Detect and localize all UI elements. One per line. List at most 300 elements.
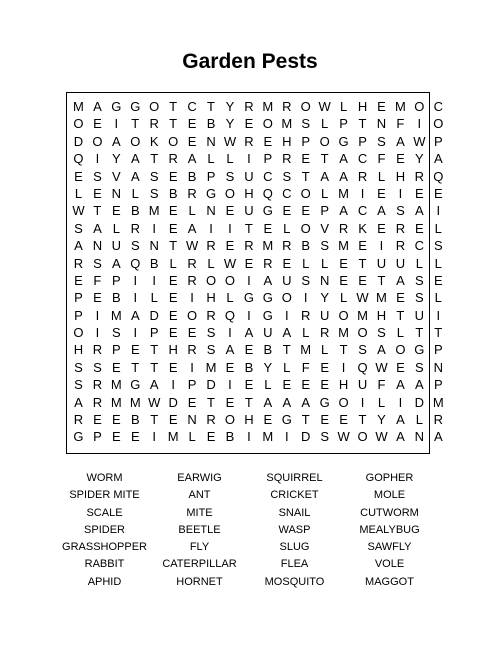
- grid-letter[interactable]: M: [129, 394, 141, 410]
- grid-letter[interactable]: K: [358, 220, 367, 236]
- grid-letter[interactable]: Q: [73, 151, 84, 167]
- grid-letter[interactable]: F: [301, 359, 310, 375]
- grid-letter[interactable]: L: [321, 255, 329, 271]
- grid-letter[interactable]: B: [187, 168, 197, 184]
- grid-letter[interactable]: O: [168, 133, 179, 149]
- grid-letter[interactable]: M: [110, 377, 122, 393]
- grid-letter[interactable]: L: [226, 151, 234, 167]
- grid-letter[interactable]: T: [301, 168, 310, 184]
- grid-letter[interactable]: E: [282, 377, 292, 393]
- grid-letter[interactable]: G: [205, 185, 217, 201]
- grid-letter[interactable]: I: [133, 272, 138, 288]
- grid-letter[interactable]: O: [357, 325, 368, 341]
- grid-letter[interactable]: A: [74, 394, 83, 410]
- grid-letter[interactable]: P: [74, 290, 83, 306]
- grid-letter[interactable]: H: [244, 412, 254, 428]
- grid-letter[interactable]: U: [282, 272, 292, 288]
- grid-letter[interactable]: E: [168, 307, 178, 323]
- grid-letter[interactable]: R: [301, 307, 311, 323]
- grid-letter[interactable]: K: [149, 133, 159, 149]
- grid-letter[interactable]: R: [244, 99, 254, 114]
- grid-letter[interactable]: Y: [225, 99, 235, 114]
- grid-letter[interactable]: H: [357, 99, 368, 114]
- grid-letter[interactable]: E: [301, 203, 311, 219]
- grid-letter[interactable]: T: [131, 116, 140, 132]
- grid-letter[interactable]: R: [130, 220, 140, 236]
- grid-letter[interactable]: N: [319, 272, 330, 288]
- grid-letter[interactable]: A: [396, 429, 405, 445]
- grid-letter[interactable]: T: [169, 99, 178, 114]
- grid-letter[interactable]: E: [168, 412, 178, 428]
- grid-letter[interactable]: P: [112, 272, 121, 288]
- grid-letter[interactable]: O: [300, 185, 311, 201]
- grid-letter[interactable]: O: [357, 429, 368, 445]
- grid-letter[interactable]: P: [433, 133, 443, 149]
- grid-letter[interactable]: M: [432, 394, 444, 410]
- grid-letter[interactable]: E: [225, 238, 235, 254]
- grid-letter[interactable]: E: [130, 342, 140, 358]
- grid-letter[interactable]: A: [244, 325, 254, 341]
- grid-letter[interactable]: E: [244, 342, 254, 358]
- grid-letter[interactable]: I: [247, 429, 251, 445]
- grid-letter[interactable]: E: [263, 412, 273, 428]
- grid-letter[interactable]: A: [263, 272, 273, 288]
- grid-letter[interactable]: O: [224, 185, 236, 201]
- grid-letter[interactable]: C: [263, 168, 273, 184]
- grid-letter[interactable]: E: [339, 412, 348, 428]
- grid-letter[interactable]: T: [415, 325, 424, 341]
- grid-letter[interactable]: P: [320, 203, 329, 219]
- grid-letter[interactable]: G: [262, 290, 273, 306]
- grid-letter[interactable]: L: [321, 116, 329, 132]
- grid-letter[interactable]: Q: [357, 359, 368, 375]
- grid-letter[interactable]: M: [338, 185, 350, 201]
- grid-letter[interactable]: L: [264, 377, 272, 393]
- grid-letter[interactable]: A: [130, 151, 140, 167]
- grid-letter[interactable]: I: [436, 307, 441, 323]
- grid-letter[interactable]: F: [396, 116, 405, 132]
- grid-letter[interactable]: I: [228, 377, 232, 393]
- grid-letter[interactable]: U: [244, 203, 254, 219]
- grid-letter[interactable]: R: [395, 220, 406, 236]
- grid-letter[interactable]: F: [377, 151, 386, 167]
- grid-letter[interactable]: E: [206, 429, 216, 445]
- grid-letter[interactable]: E: [187, 394, 197, 410]
- grid-letter[interactable]: A: [282, 325, 292, 341]
- grid-letter[interactable]: E: [339, 272, 348, 288]
- grid-letter[interactable]: P: [149, 325, 159, 341]
- grid-letter[interactable]: I: [95, 307, 100, 323]
- grid-letter[interactable]: L: [188, 203, 196, 219]
- grid-letter[interactable]: A: [433, 429, 443, 445]
- grid-letter[interactable]: A: [112, 255, 121, 271]
- grid-letter[interactable]: R: [282, 238, 292, 254]
- grid-letter[interactable]: W: [337, 429, 350, 445]
- grid-letter[interactable]: N: [414, 429, 425, 445]
- grid-letter[interactable]: S: [93, 168, 102, 184]
- grid-letter[interactable]: R: [244, 133, 254, 149]
- grid-letter[interactable]: M: [262, 238, 274, 254]
- grid-letter[interactable]: C: [357, 151, 368, 167]
- grid-letter[interactable]: E: [187, 325, 197, 341]
- grid-letter[interactable]: L: [112, 220, 120, 236]
- grid-letter[interactable]: E: [377, 99, 386, 114]
- grid-letter[interactable]: O: [433, 116, 444, 132]
- grid-letter[interactable]: I: [398, 394, 403, 410]
- grid-letter[interactable]: P: [301, 133, 311, 149]
- grid-letter[interactable]: E: [168, 290, 178, 306]
- grid-letter[interactable]: A: [130, 307, 140, 323]
- grid-letter[interactable]: R: [206, 238, 216, 254]
- grid-letter[interactable]: R: [414, 168, 425, 184]
- grid-letter[interactable]: G: [338, 133, 349, 149]
- grid-letter[interactable]: N: [433, 359, 443, 375]
- grid-letter[interactable]: T: [169, 238, 178, 254]
- grid-letter[interactable]: H: [168, 342, 178, 358]
- grid-letter[interactable]: E: [301, 377, 311, 393]
- grid-letter[interactable]: S: [320, 238, 329, 254]
- grid-letter[interactable]: Y: [112, 151, 121, 167]
- grid-letter[interactable]: S: [206, 325, 216, 341]
- grid-letter[interactable]: E: [396, 151, 405, 167]
- grid-letter[interactable]: I: [190, 290, 194, 306]
- grid-letter[interactable]: E: [377, 185, 386, 201]
- grid-letter[interactable]: P: [339, 116, 348, 132]
- grid-letter[interactable]: I: [95, 325, 100, 341]
- grid-letter[interactable]: V: [112, 168, 121, 184]
- grid-letter[interactable]: C: [414, 238, 425, 254]
- grid-letter[interactable]: E: [112, 203, 121, 219]
- grid-letter[interactable]: E: [339, 255, 348, 271]
- grid-letter[interactable]: I: [228, 220, 232, 236]
- grid-letter[interactable]: L: [226, 290, 234, 306]
- grid-letter[interactable]: O: [300, 220, 311, 236]
- grid-letter[interactable]: R: [206, 412, 216, 428]
- grid-letter[interactable]: R: [168, 151, 178, 167]
- grid-letter[interactable]: U: [395, 255, 406, 271]
- grid-letter[interactable]: S: [282, 168, 292, 184]
- grid-letter[interactable]: T: [358, 116, 367, 132]
- grid-letter[interactable]: A: [415, 203, 424, 219]
- grid-letter[interactable]: Q: [130, 255, 141, 271]
- grid-letter[interactable]: A: [130, 168, 140, 184]
- grid-letter[interactable]: G: [414, 342, 425, 358]
- grid-letter[interactable]: L: [302, 325, 310, 341]
- grid-letter[interactable]: D: [73, 133, 84, 149]
- grid-letter[interactable]: B: [244, 359, 254, 375]
- grid-letter[interactable]: N: [92, 238, 103, 254]
- grid-letter[interactable]: I: [171, 377, 175, 393]
- grid-letter[interactable]: S: [74, 359, 83, 375]
- grid-letter[interactable]: A: [433, 151, 443, 167]
- grid-letter[interactable]: P: [187, 377, 197, 393]
- grid-letter[interactable]: Q: [433, 168, 444, 184]
- grid-letter[interactable]: E: [244, 255, 254, 271]
- grid-letter[interactable]: I: [436, 203, 441, 219]
- grid-letter[interactable]: M: [338, 325, 350, 341]
- grid-letter[interactable]: L: [74, 185, 83, 201]
- grid-letter[interactable]: B: [301, 238, 311, 254]
- grid-letter[interactable]: L: [377, 394, 386, 410]
- grid-letter[interactable]: A: [396, 377, 405, 393]
- grid-letter[interactable]: T: [150, 412, 159, 428]
- grid-letter[interactable]: A: [396, 133, 405, 149]
- grid-letter[interactable]: O: [414, 99, 425, 114]
- grid-letter[interactable]: E: [377, 220, 386, 236]
- grid-letter[interactable]: L: [150, 290, 158, 306]
- grid-letter[interactable]: U: [111, 238, 122, 254]
- grid-letter[interactable]: A: [301, 394, 311, 410]
- grid-letter[interactable]: A: [263, 394, 273, 410]
- grid-letter[interactable]: L: [434, 255, 442, 271]
- grid-letter[interactable]: U: [414, 307, 425, 323]
- grid-letter[interactable]: G: [243, 290, 254, 306]
- grid-letter[interactable]: D: [149, 307, 159, 323]
- grid-letter[interactable]: E: [263, 133, 273, 149]
- grid-letter[interactable]: S: [130, 238, 140, 254]
- grid-letter[interactable]: I: [114, 116, 119, 132]
- grid-letter[interactable]: I: [360, 185, 365, 201]
- grid-letter[interactable]: Y: [320, 290, 329, 306]
- grid-letter[interactable]: L: [283, 359, 291, 375]
- grid-letter[interactable]: W: [223, 255, 237, 271]
- grid-letter[interactable]: R: [244, 238, 254, 254]
- grid-letter[interactable]: C: [282, 185, 292, 201]
- grid-letter[interactable]: T: [282, 342, 291, 358]
- grid-letter[interactable]: S: [301, 116, 311, 132]
- grid-letter[interactable]: N: [206, 203, 216, 219]
- grid-letter[interactable]: L: [377, 168, 386, 184]
- grid-letter[interactable]: Q: [262, 185, 273, 201]
- grid-letter[interactable]: L: [302, 255, 310, 271]
- grid-letter[interactable]: P: [433, 342, 443, 358]
- grid-letter[interactable]: F: [377, 377, 386, 393]
- grid-letter[interactable]: R: [92, 394, 103, 410]
- grid-letter[interactable]: L: [321, 342, 329, 358]
- grid-letter[interactable]: G: [130, 377, 141, 393]
- grid-letter[interactable]: O: [149, 99, 160, 114]
- grid-letter[interactable]: M: [148, 203, 160, 219]
- grid-letter[interactable]: O: [262, 116, 273, 132]
- grid-letter[interactable]: S: [93, 359, 102, 375]
- grid-letter[interactable]: L: [283, 220, 291, 236]
- grid-letter[interactable]: E: [358, 238, 367, 254]
- grid-letter[interactable]: R: [73, 255, 84, 271]
- grid-letter[interactable]: I: [152, 429, 157, 445]
- grid-letter[interactable]: I: [152, 272, 157, 288]
- grid-letter[interactable]: L: [131, 185, 139, 201]
- grid-letter[interactable]: E: [415, 185, 424, 201]
- grid-letter[interactable]: E: [74, 168, 83, 184]
- grid-letter[interactable]: W: [185, 238, 199, 254]
- grid-letter[interactable]: O: [205, 272, 217, 288]
- grid-letter[interactable]: P: [112, 342, 121, 358]
- grid-letter[interactable]: E: [301, 151, 311, 167]
- grid-letter[interactable]: E: [225, 359, 235, 375]
- grid-letter[interactable]: G: [130, 99, 141, 114]
- grid-letter[interactable]: D: [301, 429, 311, 445]
- grid-letter[interactable]: M: [167, 429, 179, 445]
- grid-letter[interactable]: Y: [225, 116, 235, 132]
- grid-letter[interactable]: S: [415, 290, 424, 306]
- grid-letter[interactable]: A: [112, 133, 121, 149]
- grid-letter[interactable]: T: [301, 412, 310, 428]
- grid-letter[interactable]: I: [133, 290, 138, 306]
- grid-letter[interactable]: T: [131, 359, 140, 375]
- grid-letter[interactable]: I: [247, 151, 251, 167]
- grid-letter[interactable]: Y: [263, 359, 273, 375]
- grid-letter[interactable]: P: [433, 377, 443, 393]
- grid-letter[interactable]: W: [356, 290, 369, 306]
- grid-letter[interactable]: A: [74, 238, 83, 254]
- grid-letter[interactable]: E: [225, 203, 235, 219]
- grid-letter[interactable]: E: [396, 359, 405, 375]
- grid-letter[interactable]: N: [111, 185, 122, 201]
- grid-letter[interactable]: E: [244, 116, 254, 132]
- grid-letter[interactable]: R: [149, 116, 159, 132]
- grid-letter[interactable]: M: [73, 99, 84, 114]
- grid-letter[interactable]: B: [225, 429, 235, 445]
- grid-letter[interactable]: P: [206, 168, 216, 184]
- grid-letter[interactable]: I: [398, 185, 403, 201]
- grid-letter[interactable]: D: [206, 377, 216, 393]
- grid-letter[interactable]: H: [376, 307, 387, 323]
- grid-letter[interactable]: A: [377, 203, 386, 219]
- grid-letter[interactable]: E: [225, 394, 235, 410]
- grid-letter[interactable]: M: [394, 99, 406, 114]
- grid-letter[interactable]: W: [148, 394, 161, 410]
- grid-letter[interactable]: L: [434, 290, 442, 306]
- grid-letter[interactable]: I: [341, 359, 346, 375]
- grid-letter[interactable]: U: [263, 325, 273, 341]
- grid-letter[interactable]: A: [320, 168, 329, 184]
- grid-letter[interactable]: E: [415, 220, 424, 236]
- grid-letter[interactable]: H: [395, 168, 406, 184]
- grid-letter[interactable]: O: [73, 116, 84, 132]
- grid-letter[interactable]: E: [93, 116, 102, 132]
- grid-letter[interactable]: G: [262, 203, 273, 219]
- grid-letter[interactable]: H: [338, 377, 349, 393]
- grid-letter[interactable]: E: [112, 412, 121, 428]
- grid-letter[interactable]: A: [187, 220, 197, 236]
- grid-letter[interactable]: I: [360, 394, 365, 410]
- grid-letter[interactable]: S: [149, 185, 159, 201]
- grid-letter[interactable]: R: [187, 255, 197, 271]
- grid-letter[interactable]: I: [284, 307, 289, 323]
- grid-letter[interactable]: I: [303, 290, 308, 306]
- grid-letter[interactable]: L: [321, 185, 329, 201]
- grid-letter[interactable]: S: [377, 325, 386, 341]
- grid-letter[interactable]: T: [358, 255, 367, 271]
- grid-letter[interactable]: I: [284, 429, 289, 445]
- grid-letter[interactable]: E: [93, 412, 102, 428]
- grid-letter[interactable]: S: [301, 272, 311, 288]
- grid-letter[interactable]: I: [209, 220, 213, 236]
- grid-letter[interactable]: A: [149, 377, 159, 393]
- grid-letter[interactable]: E: [320, 377, 329, 393]
- grid-letter[interactable]: E: [168, 325, 178, 341]
- grid-letter[interactable]: R: [433, 412, 443, 428]
- grid-letter[interactable]: T: [244, 394, 253, 410]
- grid-letter[interactable]: E: [93, 185, 102, 201]
- grid-letter[interactable]: U: [376, 255, 387, 271]
- grid-letter[interactable]: G: [281, 412, 292, 428]
- grid-letter[interactable]: M: [338, 238, 350, 254]
- grid-letter[interactable]: E: [282, 255, 292, 271]
- grid-letter[interactable]: T: [207, 99, 215, 114]
- grid-letter[interactable]: A: [396, 272, 405, 288]
- grid-letter[interactable]: E: [358, 272, 367, 288]
- grid-letter[interactable]: E: [396, 290, 405, 306]
- grid-letter[interactable]: A: [93, 99, 102, 114]
- grid-letter[interactable]: L: [415, 412, 423, 428]
- grid-letter[interactable]: T: [169, 116, 178, 132]
- grid-letter[interactable]: A: [396, 412, 405, 428]
- grid-letter[interactable]: U: [244, 168, 254, 184]
- grid-letter[interactable]: E: [282, 203, 292, 219]
- grid-letter[interactable]: G: [73, 429, 84, 445]
- grid-letter[interactable]: O: [130, 133, 141, 149]
- grid-letter[interactable]: O: [224, 272, 236, 288]
- grid-letter[interactable]: R: [92, 377, 103, 393]
- grid-letter[interactable]: I: [379, 238, 384, 254]
- grid-letter[interactable]: R: [73, 412, 84, 428]
- grid-letter[interactable]: E: [320, 359, 329, 375]
- grid-letter[interactable]: L: [207, 151, 215, 167]
- grid-letter[interactable]: T: [434, 325, 443, 341]
- grid-letter[interactable]: R: [263, 255, 273, 271]
- grid-letter[interactable]: T: [244, 220, 253, 236]
- grid-letter[interactable]: O: [338, 307, 349, 323]
- grid-letter[interactable]: M: [110, 394, 122, 410]
- grid-letter[interactable]: H: [244, 185, 254, 201]
- grid-letter[interactable]: Q: [224, 307, 236, 323]
- grid-letter[interactable]: A: [93, 220, 102, 236]
- grid-letter[interactable]: B: [263, 342, 273, 358]
- grid-letter[interactable]: E: [130, 429, 140, 445]
- grid-letter[interactable]: T: [150, 151, 159, 167]
- grid-letter[interactable]: S: [93, 255, 102, 271]
- grid-letter[interactable]: L: [339, 290, 348, 306]
- grid-letter[interactable]: R: [357, 168, 368, 184]
- grid-letter[interactable]: S: [74, 220, 83, 236]
- grid-letter[interactable]: I: [247, 307, 251, 323]
- grid-letter[interactable]: S: [396, 203, 405, 219]
- grid-letter[interactable]: O: [300, 99, 311, 114]
- grid-letter[interactable]: G: [262, 307, 273, 323]
- grid-letter[interactable]: R: [282, 99, 292, 114]
- grid-letter[interactable]: T: [377, 272, 386, 288]
- grid-letter[interactable]: R: [187, 272, 197, 288]
- grid-letter[interactable]: S: [415, 272, 424, 288]
- grid-letter[interactable]: S: [74, 377, 83, 393]
- grid-letter[interactable]: O: [73, 325, 84, 341]
- grid-letter[interactable]: E: [244, 377, 254, 393]
- grid-letter[interactable]: E: [168, 220, 178, 236]
- grid-letter[interactable]: A: [282, 394, 292, 410]
- grid-letter[interactable]: E: [187, 133, 197, 149]
- grid-letter[interactable]: T: [150, 342, 159, 358]
- grid-letter[interactable]: L: [415, 255, 423, 271]
- grid-letter[interactable]: S: [433, 238, 443, 254]
- grid-letter[interactable]: R: [282, 151, 292, 167]
- grid-letter[interactable]: N: [376, 116, 387, 132]
- grid-letter[interactable]: H: [282, 133, 292, 149]
- grid-letter[interactable]: I: [417, 116, 422, 132]
- grid-letter[interactable]: I: [95, 151, 100, 167]
- grid-letter[interactable]: W: [72, 203, 85, 219]
- grid-letter[interactable]: U: [319, 307, 330, 323]
